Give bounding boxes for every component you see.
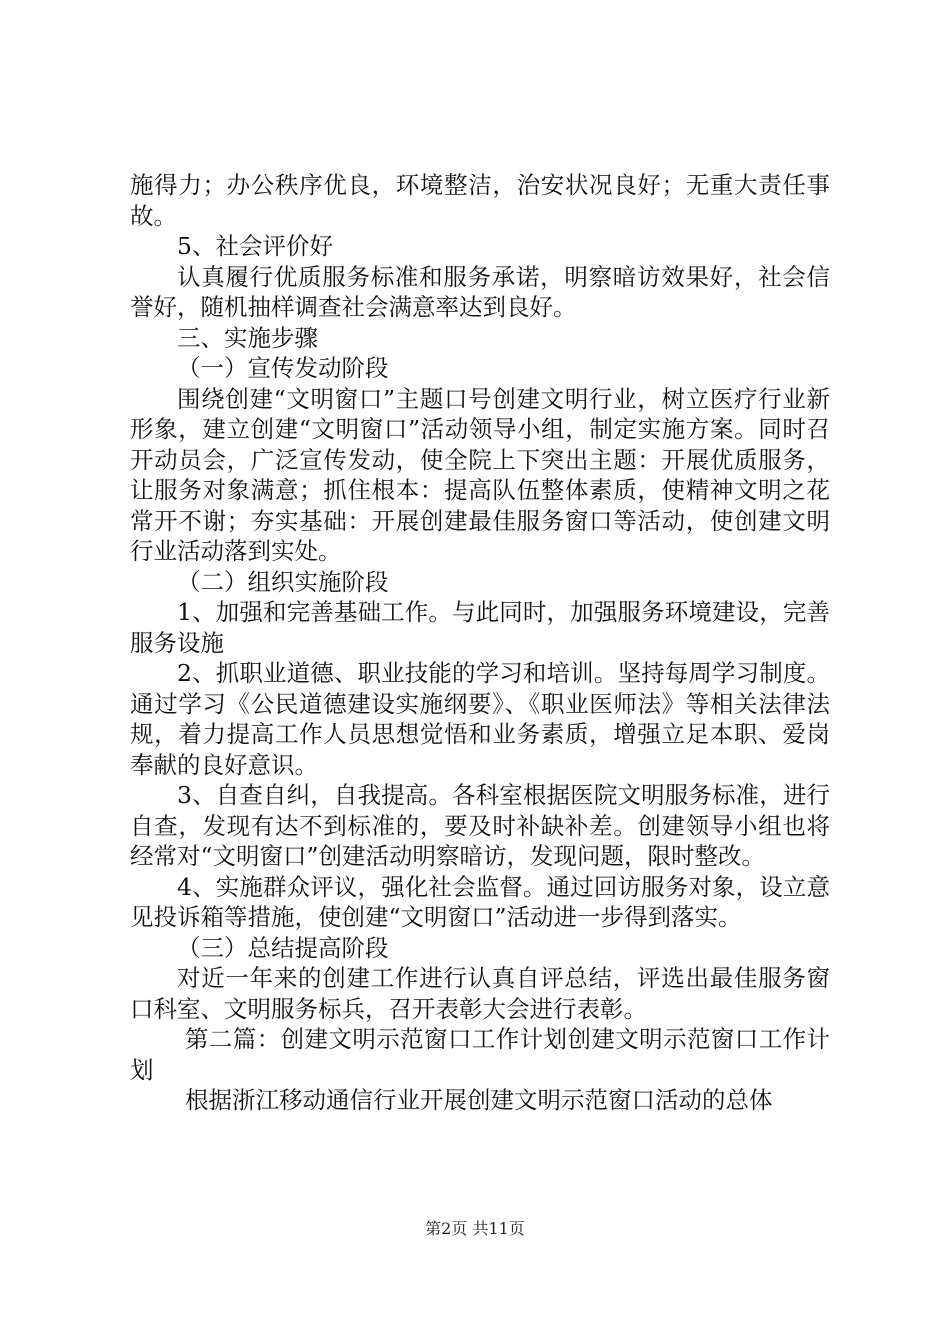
- document-body: [130, 170, 830, 1116]
- subsection-heading-summary: （三）总结提高阶段: [177, 933, 389, 962]
- paragraph-item-1: 1、加强和完善基础工作。与此同时，加强服务环境建设，完善服务设施: [130, 598, 830, 657]
- paragraph-item-3: 3、自查自纠，自我提高。各科室根据医院文明服务标准，进行自查，发现有达不到标准的，要及时补缺补差。创建领导小组也将经常对“文明窗口”创建活动明察暗访，发现问题，限时整改。: [130, 781, 830, 870]
- paragraph-item-2: 2、抓职业道德、职业技能的学习和培训。坚持每周学习制度。通过学习《公民道德建设实施纲要》、《职业医师法》等相关法律法规，着力提高工作人员思想觉悟和业务素质，增强立足本职、爱岗奉献的良好意识。: [130, 659, 830, 779]
- subsection-heading-organization: （二）组织实施阶段: [177, 567, 389, 596]
- paragraph-summary: 对近一年来的创建工作进行认真自评总结，评选出最佳服务窗口科室、文明服务标兵，召开表彰大会进行表彰。: [130, 964, 830, 1023]
- chapter-heading-second: 第二篇：创建文明示范窗口工作计划创建文明示范窗口工作计划: [130, 1025, 830, 1084]
- section-heading-implementation-steps: 三、实施步骤: [177, 323, 318, 352]
- paragraph-social-evaluation: 认真履行优质服务标准和服务承诺，明察暗访效果好，社会信誉好，随机抽样调查社会满意率达到良好。: [130, 262, 830, 321]
- paragraph-publicity: 围绕创建“文明窗口”主题口号创建文明行业，树立医疗行业新形象，建立创建“文明窗口”活动领导小组，制定实施方案。同时召开动员会，广泛宣传发动，使全院上下突出主题：开展优质服务，让服务对象满意；抓住根本：提高队伍整体素质，使精神文明之花常开不谢；夯实基础：开展创建最佳服务窗口等活动，使创建文明行业活动落到实处。: [130, 384, 830, 565]
- paragraph-heading-social-evaluation: 5、社会评价好: [177, 232, 333, 260]
- page-number-footer: 第2页 共11页: [425, 1219, 525, 1238]
- subsection-heading-publicity: （一）宣传发动阶段: [177, 354, 389, 382]
- paragraph-continuation: 施得力；办公秩序优良，环境整洁，治安状况良好；无重大责任事故。: [130, 171, 830, 230]
- paragraph-item-4: 4、实施群众评议，强化社会监督。通过回访服务对象，设立意见投诉箱等措施，使创建“文明窗口”活动进一步得到落实。: [130, 872, 830, 931]
- paragraph-second-intro: 根据浙江移动通信行业开展创建文明示范窗口活动的总体: [185, 1086, 773, 1114]
